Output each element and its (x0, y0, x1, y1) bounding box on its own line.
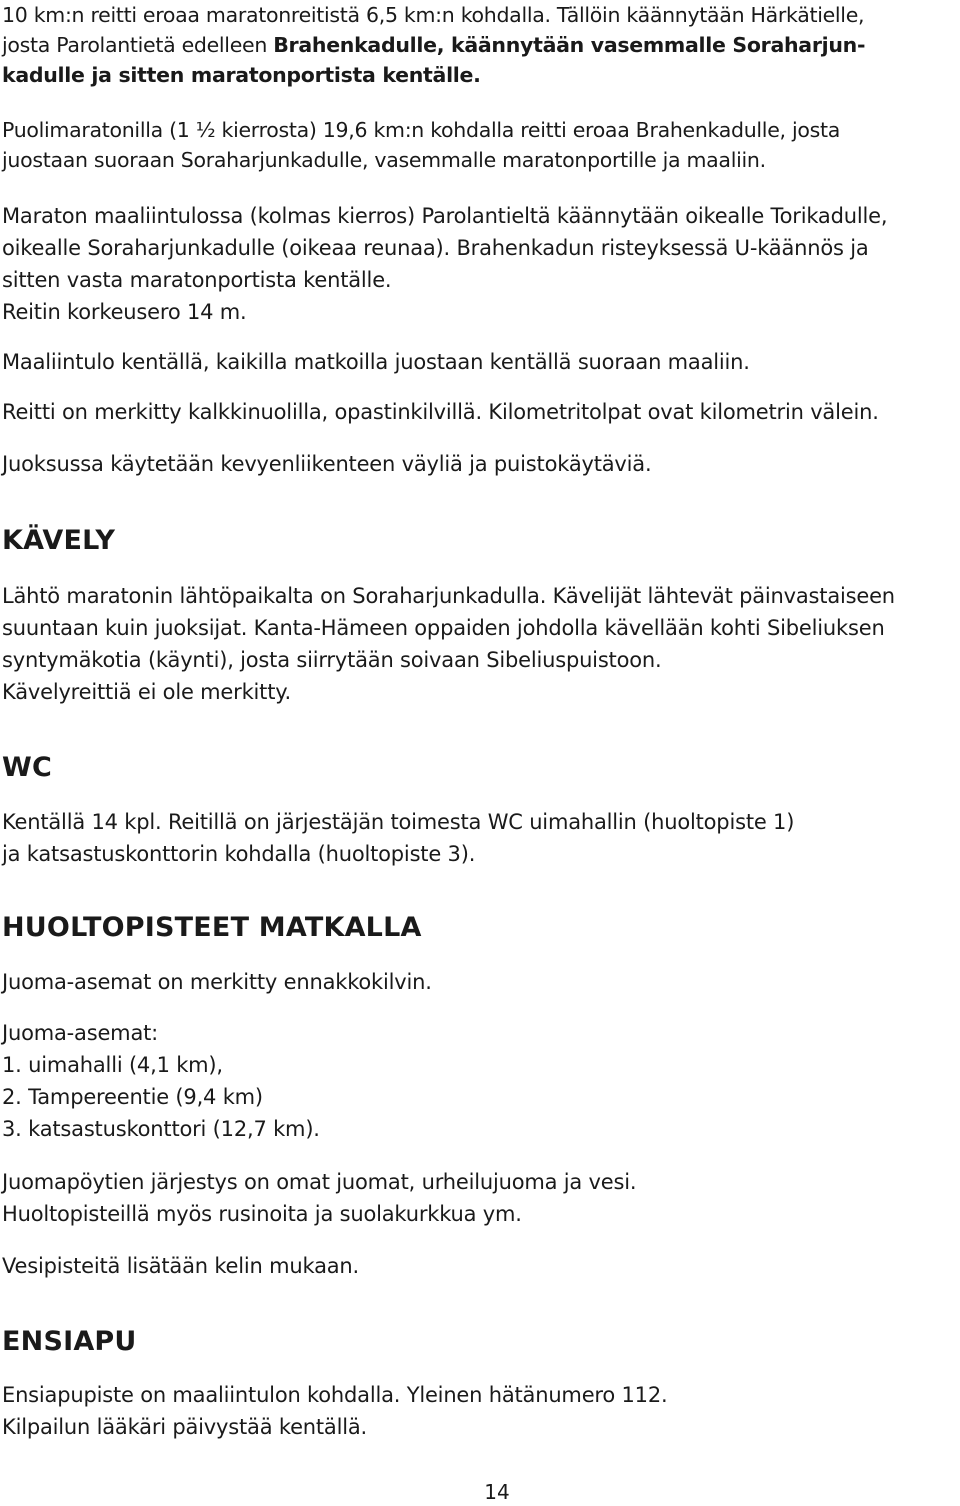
marathon-finish-line-2: oikealle Soraharjunkadulle (oikeaa reunaa). Brahenkadun risteyksessä U-käännös ja (2, 236, 869, 260)
walking-line-1: Lähtö maratonin lähtöpaikalta on Soraharjunkadulla. Kävelijät lähtevät päinvastaiseen (2, 584, 895, 608)
intro-line-1: 10 km:n reitti eroaa maratonreitistä 6,5 km:n kohdalla. Tällöin käännytään Härkätielle, (2, 3, 865, 27)
intro-line-2-bold: Brahenkadulle, käännytään vasemmalle Soraharjun- (273, 33, 866, 57)
walking-heading: KÄVELY (2, 525, 116, 556)
first-aid-heading: ENSIAPU (2, 1326, 137, 1357)
water-note: Vesipisteitä lisätään kelin mukaan. (2, 1254, 360, 1278)
aid-order-paragraph (2, 1166, 954, 1230)
list-item: 3. katsastuskonttori (12,7 km). (2, 1117, 320, 1141)
walking-line-2: suuntaan kuin juoksijat. Kanta-Hämeen oppaiden johdolla kävellään kohti Sibeliuksen (2, 616, 885, 640)
marathon-finish-line-3: sitten vasta maratonportista kentälle. (2, 268, 392, 292)
aid-order-line-2: Huoltopisteillä myös rusinoita ja suolakurkkua ym. (2, 1202, 522, 1226)
intro-line-2-plain: josta Parolantietä edelleen (2, 33, 274, 57)
aid-list-title: Juoma-asemat: (2, 1021, 159, 1045)
aid-signs-note: Juoma-asemat on merkitty ennakkokilvin. (2, 970, 432, 994)
aid-order-line-1: Juomapöytien järjestys on omat juomat, urheilujuoma ja vesi. (2, 1170, 637, 1194)
marking-note: Reitti on merkitty kalkkinuolilla, opastinkilvillä. Kilometritolpat ovat kilometrin välein. (2, 400, 879, 424)
wc-line-1: Kentällä 14 kpl. Reitillä on järjestäjän toimesta WC uimahallin (huoltopiste 1) (2, 810, 795, 834)
marathon-finish-paragraph (2, 200, 954, 328)
intro-line-3: kadulle ja sitten maratonportista kentälle. (2, 63, 481, 87)
elevation-note: Reitin korkeusero 14 m. (2, 300, 247, 324)
first-aid-paragraph (2, 1379, 954, 1443)
marathon-finish-line-1: Maraton maaliintulossa (kolmas kierros) Parolantieltä käännytään oikealle Torikadulle, (2, 204, 888, 228)
wc-paragraph (2, 806, 954, 870)
walking-paragraph (2, 580, 954, 708)
intro-line-2 (2, 30, 954, 60)
finish-note: Maaliintulo kentällä, kaikilla matkoilla juostaan kentällä suoraan maaliin. (2, 350, 750, 374)
walking-line-3: syntymäkotia (käynti), josta siirrytään soivaan Sibeliuspuistoon. (2, 648, 662, 672)
aid-stations-list (2, 1017, 954, 1145)
half-marathon-line-1: Puolimaratonilla (1 ½ kierrosta) 19,6 km:n kohdalla reitti eroaa Brahenkadulle, josta (2, 118, 840, 142)
first-aid-line-1: Ensiapupiste on maaliintulon kohdalla. Yleinen hätänumero 112. (2, 1383, 668, 1407)
wc-line-2: ja katsastuskonttorin kohdalla (huoltopiste 3). (2, 842, 476, 866)
list-item: 1. uimahalli (4,1 km), (2, 1053, 223, 1077)
half-marathon-line-2: juostaan suoraan Soraharjunkadulle, vasemmalle maratonportille ja maaliin. (2, 148, 766, 172)
first-aid-line-2: Kilpailun lääkäri päivystää kentällä. (2, 1415, 368, 1439)
list-item: 2. Tampereentie (9,4 km) (2, 1085, 263, 1109)
wc-heading: WC (2, 752, 52, 783)
half-marathon-paragraph (2, 115, 954, 175)
walking-line-4: Kävelyreittiä ei ole merkitty. (2, 680, 291, 704)
aid-stations-heading: HUOLTOPISTEET MATKALLA (2, 912, 422, 943)
intro-paragraph (2, 0, 954, 90)
page-number: 14 (484, 1480, 510, 1504)
paths-note: Juoksussa käytetään kevyenliikenteen väyliä ja puistokäytäviä. (2, 452, 652, 476)
